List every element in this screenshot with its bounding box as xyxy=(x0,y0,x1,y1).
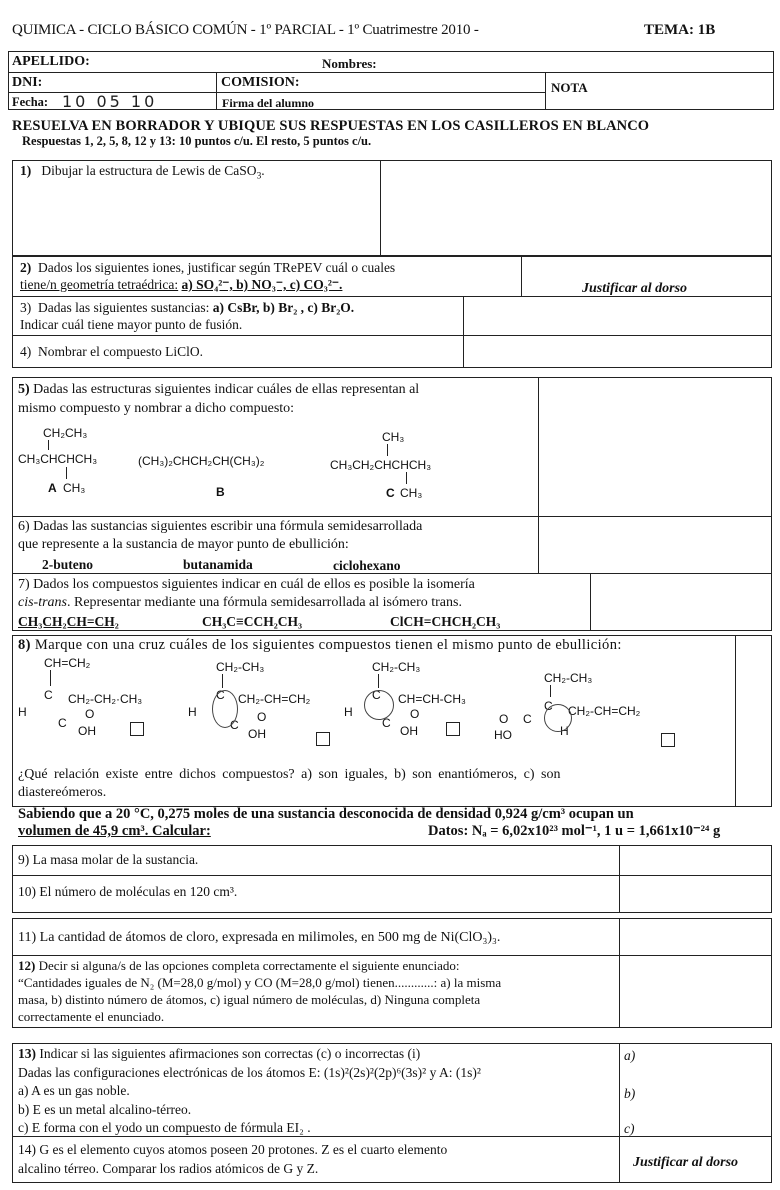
q5-line2: mismo compuesto y nombrar a dicho compuesto: xyxy=(18,401,295,416)
q8-s2-circle-mark xyxy=(212,690,238,728)
q13-line2: Dadas las configuraciones electrónicas de los átomos E: (1s)²(2s)²(2p)⁶(3s)² y A: (1s)² xyxy=(18,1064,481,1080)
q5-structure-a-main: CH₃CHCHCH₃ xyxy=(18,452,98,466)
q3-line2: Indicar cuál tiene mayor punto de fusión. xyxy=(20,317,243,332)
q12-number: 12) xyxy=(18,958,36,973)
q8-answer-area[interactable] xyxy=(737,637,770,805)
q11-number: 11) xyxy=(18,930,37,945)
q8-s3-top: CH₂-CH₃ xyxy=(372,660,421,674)
q8-s4-oh: HO xyxy=(494,728,512,742)
q10-answer-area[interactable] xyxy=(621,877,770,911)
intro-9-10-line2: volumen de 45,9 cm³. Calcular: xyxy=(18,823,211,839)
q8-checkbox-2[interactable] xyxy=(316,732,330,746)
q8-s3-circle-mark xyxy=(364,690,394,720)
tema-label: TEMA: xyxy=(644,22,694,38)
q5-structure-c-top: CH₃ xyxy=(382,430,405,444)
q8-s1-h: H xyxy=(18,705,27,719)
q3-options: a) CsBr, b) Br₂ , c) Br₂O. xyxy=(212,300,355,315)
q6-answer-area[interactable] xyxy=(540,518,770,572)
q5-structure-c-label: C xyxy=(386,486,395,500)
q11-prompt: La cantidad de átomos de cloro, expresada en milimoles, en 500 mg de Ni(ClO₃)₃. xyxy=(39,930,501,945)
q2-line1: Dados los siguientes iones, justificar según TRePEV cuál o cuales xyxy=(38,260,396,275)
q13-text xyxy=(18,1045,481,1138)
q7-compound-2: CH₃C≡CCH₂CH₃ xyxy=(202,614,303,629)
q6-line2: que represente a la sustancia de mayor punto de ebullición: xyxy=(18,537,349,552)
q14-text xyxy=(18,1140,614,1178)
q8-text xyxy=(18,637,622,654)
q8-s3-oh: OH xyxy=(400,724,418,738)
q2-line2: tiene/n geometría tetraédrica: xyxy=(20,277,179,292)
q13-statement-a: a) A es un gas noble. xyxy=(18,1083,130,1098)
q4-answer-area[interactable] xyxy=(465,337,770,367)
q1-sub: 3 xyxy=(256,171,262,182)
q2-text xyxy=(20,259,395,293)
q13-answer-label-c[interactable]: c) xyxy=(624,1121,635,1136)
q13-answer-label-b[interactable]: b) xyxy=(624,1086,636,1101)
q8-s4-right: CH₂-CH=CH₂ xyxy=(568,704,641,718)
q8-s1-carboxyl-c: C xyxy=(58,716,67,730)
q7-compound-1: CH₃CH₂CH=CH₂ xyxy=(18,614,119,629)
q13-statement-c: c) E forma con el yodo un compuesto de fórmula EI₂ . xyxy=(18,1120,311,1135)
q8-s4-h: H xyxy=(560,724,569,738)
dni-label: DNI: xyxy=(12,75,43,90)
q8-s2-top: CH₂-CH₃ xyxy=(216,660,265,674)
q13-statement-b: b) E es un metal alcalino-térreo. xyxy=(18,1101,192,1117)
q12-text xyxy=(18,957,616,1025)
q14-line2: alcalino térreo. Comparar los radios atómicos de G y Z. xyxy=(18,1161,319,1176)
q8-s3-right: CH=CH-CH₃ xyxy=(398,692,466,706)
q9-text: 9) La masa molar de la sustancia. xyxy=(18,852,199,867)
q12-line4: correctamente el enunciado. xyxy=(18,1009,165,1024)
q13-answer-label-a[interactable]: a) xyxy=(624,1048,636,1063)
q8-s2-c: C xyxy=(216,688,225,702)
instructions-points: Respuestas 1, 2, 5, 8, 12 y 13: 10 puntos c/u. El resto, 5 puntos c/u. xyxy=(22,134,372,148)
q8-relation-line1: ¿Qué relación existe entre dichos compuestos? a) son iguales, b) son enantiómeros, c) son xyxy=(18,767,561,782)
firma-label: Firma del alumno xyxy=(222,96,314,110)
q10-text: 10) El número de moléculas en 120 cm³. xyxy=(18,884,238,899)
fecha-label: Fecha: xyxy=(12,95,49,109)
q12-line2: “Cantidades iguales de N₂ (M=28,0 g/mol) y CO (M=28,0 g/mol) tienen............: a) la misma xyxy=(18,975,502,990)
q7-line1: Dados los compuestos siguientes indicar en cuál de ellos es posible la isomería xyxy=(33,577,475,592)
q3-text xyxy=(20,299,354,333)
q8-relation-line2: diastereómeros. xyxy=(18,785,107,800)
nombres-label: Nombres: xyxy=(322,56,377,71)
q4-prompt: Nombrar el compuesto LiClO. xyxy=(38,344,203,359)
q6-substance-3: ciclohexano xyxy=(333,558,401,573)
q5-structure-c-main: CH₃CH₂CHCHCH₃ xyxy=(330,458,432,472)
q8-s4-circle-mark xyxy=(544,704,572,732)
comision-label: COMISION: xyxy=(221,75,300,90)
q8-s3-h: H xyxy=(344,705,353,719)
q7-compound-3: ClCH=CHCH₂CH₃ xyxy=(390,614,501,629)
q2-options: a) SO₄²⁻, b) NO₃⁻, c) CO₃²⁻. xyxy=(181,277,343,292)
q2-number: 2) xyxy=(20,260,32,275)
q7-number: 7) xyxy=(18,577,30,592)
q6-line1: Dadas las sustancias siguientes escribir una fórmula semidesarrollada xyxy=(33,519,423,534)
q8-relation-question xyxy=(18,766,730,802)
q13-line1: Indicar si las siguientes afirmaciones son correctas (c) o incorrectas (i) xyxy=(39,1046,421,1061)
q8-number: 8) xyxy=(18,637,31,653)
intro-9-10-line1: Sabiendo que a 20 °C, 0,275 moles de una sustancia desconocida de densidad 0,924 g/cm³ ocupan un xyxy=(18,806,634,822)
q8-s4-c: C xyxy=(544,699,553,713)
q8-s2-carboxyl-c: C xyxy=(230,718,239,732)
q5-answer-area[interactable] xyxy=(540,379,770,515)
q8-s4-o: O xyxy=(499,712,509,726)
q7-line2: . Representar mediante una fórmula semidesarrollada al isómero trans. xyxy=(67,595,462,610)
q5-structure-a-label: A xyxy=(48,481,57,495)
q3-answer-area[interactable] xyxy=(465,298,770,334)
q8-s3-c: C xyxy=(372,688,381,702)
tema-indicator xyxy=(644,22,715,39)
tema-value: 1B xyxy=(697,22,716,38)
q1-prompt: Dibujar la estructura de Lewis de CaSO xyxy=(41,163,257,178)
q3-number: 3) xyxy=(20,300,32,315)
fecha-value[interactable]: 10 05 10 xyxy=(62,92,158,111)
q1-answer-area[interactable] xyxy=(382,162,770,254)
q7-text xyxy=(18,576,475,612)
intro-9-10-datos: Datos: Nₐ = 6,02x10²³ mol⁻¹, 1 u = 1,661x10⁻²⁴ g xyxy=(428,823,721,839)
q8-s3-o: O xyxy=(410,707,420,721)
q6-substance-1: 2-buteno xyxy=(42,557,94,572)
q8-s1-o: O xyxy=(85,707,95,721)
exam-title: QUIMICA - CICLO BÁSICO COMÚN - 1º PARCIAL - 1º Cuatrimestre 2010 - xyxy=(12,22,479,38)
q5-structure-b-main: (CH₃)₂CHCH₂CH(CH₃)₂ xyxy=(138,454,265,468)
q4-text xyxy=(20,343,203,360)
q8-checkbox-1[interactable] xyxy=(130,722,144,736)
q4-number: 4) xyxy=(20,344,32,359)
q8-s1-oh: OH xyxy=(78,724,96,738)
q13-number: 13) xyxy=(18,1046,36,1061)
q7-answer-area[interactable] xyxy=(592,575,770,630)
q8-s2-o: O xyxy=(257,710,267,724)
q12-line3: masa, b) distinto número de átomos, c) igual número de moléculas, d) Ninguna completa xyxy=(18,992,481,1007)
q9-answer-area[interactable] xyxy=(621,847,770,874)
q6-substance-2: butanamida xyxy=(183,557,253,572)
q8-checkbox-3[interactable] xyxy=(446,722,460,736)
q1-number: 1) xyxy=(20,163,32,178)
q11-text xyxy=(18,929,500,946)
q1-text xyxy=(20,162,265,186)
q5-structure-a-bottom: CH₃ xyxy=(63,481,86,495)
q5-structure-b-label: B xyxy=(216,485,225,499)
q8-checkbox-4[interactable] xyxy=(661,733,675,747)
apellido-label: APELLIDO: xyxy=(12,54,90,69)
q5-text xyxy=(18,380,419,418)
q12-line1: Decir si alguna/s de las opciones completa correctamente el siguiente enunciado: xyxy=(38,958,460,973)
q1-end: . xyxy=(261,163,265,178)
q8-s2-right: CH₂-CH=CH₂ xyxy=(238,692,311,706)
q8-s1-right: CH₂-CH₂·CH₃ xyxy=(68,692,143,706)
q8-s2-oh: OH xyxy=(248,727,266,741)
q14-justify-note: Justificar al dorso xyxy=(633,1155,739,1170)
q2-justify-note: Justificar al dorso xyxy=(582,281,688,296)
q5-number: 5) xyxy=(18,382,30,397)
q6-text xyxy=(18,518,422,554)
instructions-main: RESUELVA EN BORRADOR Y UBIQUE SUS RESPUESTAS EN LOS CASILLEROS EN BLANCO xyxy=(12,118,650,134)
q6-number: 6) xyxy=(18,519,30,534)
q8-s2-h: H xyxy=(188,705,197,719)
q5-line1: Dadas las estructuras siguientes indicar cuáles de ellas representan al xyxy=(33,382,420,397)
q8-prompt: Marque con una cruz cuáles de los siguientes compuestos tienen el mismo punto de ebullición: xyxy=(34,637,622,653)
q8-s4-carboxyl-c: C xyxy=(523,712,532,726)
q8-s3-carboxyl-c: C xyxy=(382,716,391,730)
nota-label: NOTA xyxy=(551,80,588,95)
q5-structure-c-bottom: CH₃ xyxy=(400,486,423,500)
q3-line1: Dadas las siguientes sustancias: xyxy=(38,300,210,315)
q12-answer-area[interactable] xyxy=(621,957,770,1027)
q7-italic: cis-trans xyxy=(18,595,67,610)
q8-s4-top: CH₂-CH₃ xyxy=(544,671,593,685)
q14-line1: 14) G es el elemento cuyos atomos poseen 20 protones. Z es el cuarto elemento xyxy=(18,1142,448,1157)
q8-s1-top: CH=CH₂ xyxy=(44,656,91,670)
q8-s1-c: C xyxy=(44,688,53,702)
q11-answer-area[interactable] xyxy=(621,920,770,954)
q5-structure-a-top: CH₂CH₃ xyxy=(43,426,88,440)
